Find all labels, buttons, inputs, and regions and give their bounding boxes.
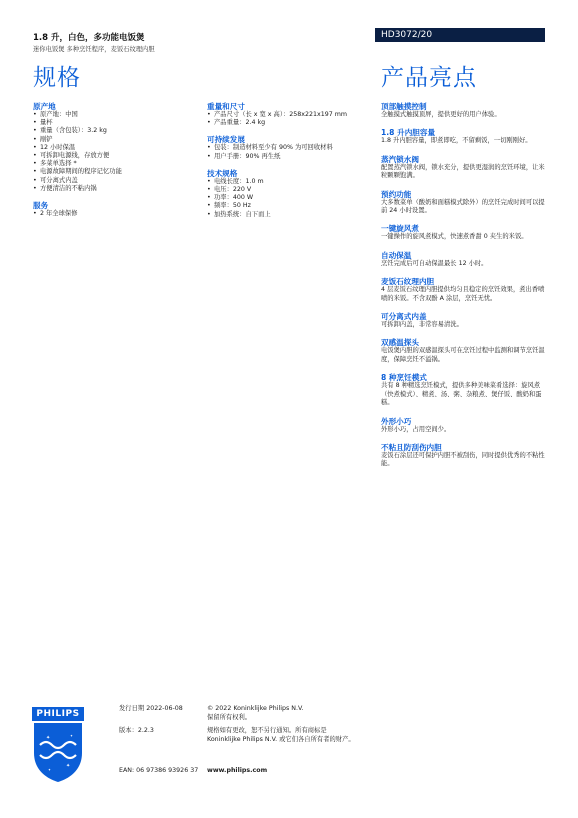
copyright: © 2022 Koninklijke Philips N.V. bbox=[207, 705, 304, 712]
list-item: • 可拆卸电源线，存放方便 bbox=[33, 152, 193, 160]
highlight-text: 全触摸式触摸顶屏，提供更好的用户体验。 bbox=[381, 111, 501, 118]
ean-code: EAN: 06 97386 93926 37 bbox=[119, 767, 199, 774]
size-list bbox=[207, 111, 372, 127]
highlight-item bbox=[381, 443, 546, 469]
highlight-text: 烹饪完成后可自动保温最长 12 小时。 bbox=[381, 259, 488, 267]
svg-text:✦: ✦ bbox=[48, 768, 51, 772]
specs-column-2 bbox=[207, 102, 372, 227]
highlight-text: 外形小巧，占用空间少。 bbox=[381, 425, 451, 433]
list-item: • 多菜单选择 * bbox=[33, 160, 193, 168]
list-item: • 频率：50 Hz bbox=[207, 202, 372, 210]
highlight-text: 一键操作的旋风煮模式，快速煮香甜 0 夹生的米饭。 bbox=[381, 233, 528, 241]
list-item: • 产品重量：2.4 kg bbox=[207, 119, 372, 127]
list-item: • 电线长度：1.0 m bbox=[207, 178, 372, 186]
list-item: • 方便清洁的不粘内锅 bbox=[33, 185, 193, 193]
highlight-text: 配置蒸汽锁水阀，锁水充分，提供更湿润的烹饪环境，让米粒颗颗饱满。 bbox=[381, 163, 545, 180]
highlight-text: 大多数菜单（酸奶和面糕模式除外）的烹饪完成时间可以提前 24 小时设置。 bbox=[381, 198, 545, 215]
list-item: • 12 小时保温 bbox=[33, 144, 193, 152]
philips-logo bbox=[32, 707, 84, 783]
highlight-title: 可分离式内盖 bbox=[381, 312, 427, 322]
highlight-item bbox=[381, 155, 546, 181]
list-item: • 电源故障期间的程序记忆功能 bbox=[33, 168, 193, 176]
section-title-size: 重量和尺寸 bbox=[207, 102, 245, 111]
list-item: • 重量（含包装）：3.2 kg bbox=[33, 127, 193, 135]
highlight-item bbox=[381, 312, 546, 329]
highlight-title: 8 种烹饪模式 bbox=[381, 373, 427, 383]
svg-text:✦: ✦ bbox=[46, 735, 51, 741]
section-title-sustainability: 可持续发展 bbox=[207, 135, 245, 145]
highlight-title: 预约功能 bbox=[381, 189, 412, 199]
list-item: • 原产地：中国 bbox=[33, 111, 193, 119]
list-item: • 功率：400 W bbox=[207, 194, 372, 202]
highlight-title: 双感温探头 bbox=[381, 338, 419, 348]
highlights-column bbox=[381, 102, 546, 478]
release-date: 发行日期 2022-06-08 bbox=[119, 705, 183, 712]
sustainability-list bbox=[207, 144, 372, 160]
highlight-item bbox=[381, 277, 546, 303]
highlight-title: 外形小巧 bbox=[381, 416, 412, 426]
origin-list bbox=[33, 111, 193, 193]
list-item: • 电压：220 V bbox=[207, 186, 372, 194]
list-item: • 可分离式内盖 bbox=[33, 177, 193, 185]
list-item: • 2 年全球保修 bbox=[33, 210, 193, 218]
highlight-item bbox=[381, 128, 546, 145]
highlight-title: 蒸汽锁水阀 bbox=[381, 154, 419, 164]
version: 版本：2.2.3 bbox=[119, 727, 154, 734]
highlight-title: 麦饭石纹理内胆 bbox=[381, 277, 435, 287]
list-item: • 包装：制造材料至少有 90% 为可回收材料 bbox=[207, 144, 372, 152]
highlights-heading: 产品亮点 bbox=[381, 65, 477, 91]
highlight-title: 不粘且防刮伤内胆 bbox=[381, 442, 442, 452]
highlight-text: 1.8 升内胆容量，即煮即吃，不留剩饭，一切刚刚好。 bbox=[381, 137, 532, 145]
section-title-tech: 技术规格 bbox=[207, 168, 238, 178]
tech-list bbox=[207, 178, 372, 219]
highlight-item bbox=[381, 102, 546, 119]
notice-line-2: Koninklijke Philips N.V. 或它们各自所有者的财产。 bbox=[207, 736, 355, 743]
logo-wordmark: PHILIPS bbox=[32, 707, 84, 721]
list-item: • 剐铲 bbox=[33, 136, 193, 144]
highlight-text: 可拆卸内盖，非常容易清洗。 bbox=[381, 321, 463, 329]
website-link[interactable]: www.philips.com bbox=[207, 767, 268, 774]
specs-column-1 bbox=[33, 102, 193, 226]
highlight-text: 共有 8 种精选烹饪模式，提供多种美味菜肴选择：旋风煮（快煮模式）、精煮、汤、粥、杂粮煮、煲仔饭、酸奶和蛋糕。 bbox=[381, 382, 542, 407]
specs-heading: 规格 bbox=[33, 65, 81, 91]
highlight-title: 顶部触摸控制 bbox=[381, 102, 427, 111]
list-item: • 加热系统：自下而上 bbox=[207, 211, 372, 219]
svg-text:✦: ✦ bbox=[66, 763, 71, 769]
section-title-origin: 原产地 bbox=[33, 102, 56, 111]
highlight-item bbox=[381, 417, 546, 434]
list-item: • 量杯 bbox=[33, 119, 193, 127]
section-title-service: 服务 bbox=[33, 201, 49, 211]
svg-text:✦: ✦ bbox=[70, 734, 73, 738]
product-title: 1.8 升，白色，多功能电饭煲 bbox=[33, 33, 145, 43]
highlight-text: 4 层麦饭石纹理内胆提供均匀且稳定的烹饪效果，煮出香喷喷的米饭。不含双酚 A 涂层，烹饪无忧。 bbox=[381, 286, 545, 302]
highlight-text: 电饭煲内胆的双感温探头可在烹饪过程中监测和调节烹饪温度，保障烹饪不溢锅。 bbox=[381, 347, 545, 363]
list-item: • 用户手册：90% 再生纸 bbox=[207, 153, 372, 161]
highlight-item bbox=[381, 224, 546, 241]
product-subtitle: 迷你电饭煲 多种烹饪程序，麦饭石纹理内胆 bbox=[33, 46, 155, 53]
highlight-title: 自动保温 bbox=[381, 250, 412, 260]
model-number-bar: HD3072/20 bbox=[375, 28, 545, 42]
notice-line-1: 规格如有更改，恕不另行通知。所有商标是 bbox=[207, 727, 327, 734]
highlight-item bbox=[381, 251, 546, 268]
highlight-title: 1.8 升内胆容量 bbox=[381, 128, 436, 138]
highlight-item bbox=[381, 338, 546, 364]
highlight-title: 一键旋风煮 bbox=[381, 224, 419, 234]
list-item: • 产品尺寸（长 x 宽 x 高）：258x221x197 mm bbox=[207, 111, 372, 119]
highlight-item bbox=[381, 190, 546, 216]
service-list bbox=[33, 210, 193, 218]
highlight-item bbox=[381, 373, 546, 407]
rights-reserved: 保留所有权利。 bbox=[207, 714, 252, 721]
highlight-text: 麦饭石涂层还可保护内胆不被刮伤，同时提供优秀的不粘性能。 bbox=[381, 451, 545, 468]
